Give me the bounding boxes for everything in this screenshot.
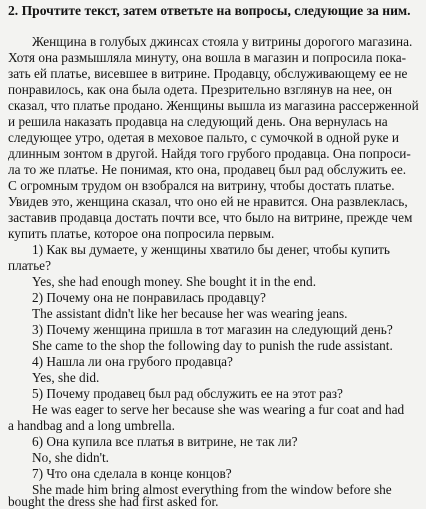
paragraph-line: С огромным трудом он взобрался на витрину, чтобы достать платье. bbox=[8, 178, 395, 193]
paragraph-line: Женщина в голубых джинсах стояла у витрины дорогого магазина. bbox=[32, 34, 413, 49]
answer-1: Yes, she had enough money. She bought it in the end. bbox=[32, 274, 317, 289]
answer-4: Yes, she did. bbox=[32, 370, 100, 385]
paragraph-line: сказал, что платье продано. Женщины вышла из магазина рассерженной bbox=[8, 98, 419, 113]
answer-7: She made him bring almost everything from the window before she bbox=[32, 482, 392, 497]
paragraph-line: зать ей платье, висевшее в витрине. Продавцу, обслуживающему ее не bbox=[8, 66, 408, 81]
paragraph-line: следующее утро, одетая в меховое пальто, с сумочкой в одной руке и bbox=[8, 130, 399, 145]
paragraph-line: купить платье, которое она попросила первым. bbox=[8, 226, 275, 241]
paragraph-line: заставив продавца достать почти все, что было на витрине, прежде чем bbox=[8, 210, 413, 225]
question-6: 6) Она купила все платья в витрине, не так ли? bbox=[32, 434, 298, 449]
paragraph-line: длинным зонтом в другой. Найдя того грубого продавца. Она попроси- bbox=[8, 146, 411, 161]
exercise-heading: 2. Прочтите текст, затем ответьте на вопросы, следующие за ним. bbox=[8, 3, 411, 18]
question-1-cont: платье? bbox=[8, 258, 51, 273]
question-2: 2) Почему она не понравилась продавцу? bbox=[32, 290, 266, 305]
paragraph-line: ла то же платье. Не понимая, кто она, продавец был рад обслужить ее. bbox=[8, 162, 407, 177]
question-1: 1) Как вы думаете, у женщины хватило бы денег, чтобы купить bbox=[32, 242, 390, 257]
answer-5: He was eager to serve her because she was wearing a fur coat and had bbox=[32, 402, 405, 417]
question-5: 5) Почему продавец был рад обслужить ее на этот раз? bbox=[32, 386, 343, 401]
paragraph-line: и решила наказать продавца на следующий день. Она вернулась на bbox=[8, 114, 388, 129]
paragraph-line: Увидев это, женщина сказал, что оно ей не нравится. Она развлеклась, bbox=[8, 194, 408, 209]
answer-6: No, she didn't. bbox=[32, 450, 110, 465]
paragraph-line: Хотя она размышляла минуту, она вошла в магазин и попросила пока- bbox=[8, 50, 407, 65]
paragraph-line: понравилось, как она была одета. Презрительно взглянув на нее, он bbox=[8, 82, 392, 97]
question-7: 7) Что она сделала в конце концов? bbox=[32, 466, 232, 481]
question-3: 3) Почему женщина пришла в тот магазин на следующий день? bbox=[32, 322, 393, 337]
answer-2: The assistant didn't like her because her was wearing jeans. bbox=[32, 306, 348, 321]
answer-3: She came to the shop the following day to punish the rude assistant. bbox=[32, 338, 393, 353]
answer-7-cont: bought the dress she had first asked for. bbox=[8, 494, 219, 509]
answer-5-cont: a handbag and a long umbrella. bbox=[8, 418, 175, 433]
question-4: 4) Нашла ли она грубого продавца? bbox=[32, 354, 233, 369]
